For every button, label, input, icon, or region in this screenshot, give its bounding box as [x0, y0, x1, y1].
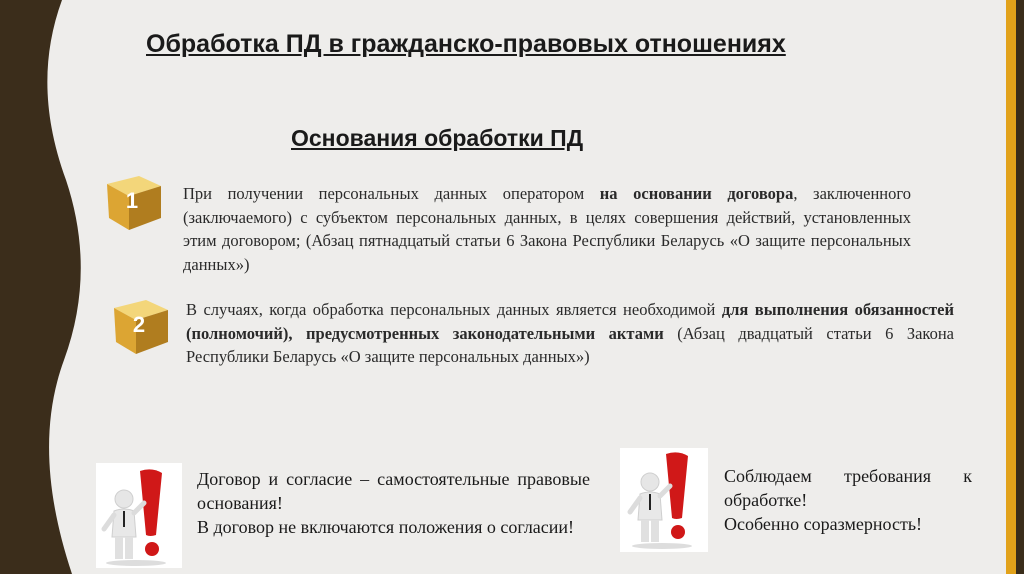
note-2-line-2: Особенно соразмерность!: [724, 514, 923, 534]
number-cube-1: [103, 168, 167, 232]
note-2: [724, 464, 972, 536]
note-1-line-2: В договор не включаются положения о согласии!: [197, 517, 575, 537]
cube-number-1: 1: [125, 188, 139, 213]
person-exclamation-icon: [96, 463, 182, 568]
cube-number-2: 2: [132, 312, 146, 337]
basis-text-2-bold: для выполнения обязанностей (полномочий), предусмотренных законодательными актами: [186, 300, 954, 343]
basis-text-1-end: , заключенного (заключаемого) с субъектом персональных данных, в целях совершения действий, установленных этим договором; (Абзац пятнадцатый статьи 6 Закона Республики Беларусь «О защите персональных данных»): [183, 184, 911, 274]
note-1: [197, 467, 590, 539]
left-decorative-band: [0, 0, 90, 574]
number-cube-2: [110, 292, 174, 356]
basis-paragraph-1: [183, 182, 911, 276]
basis-text-1-bold: на основании договора: [599, 184, 794, 203]
person-exclamation-image-2: [620, 448, 708, 552]
slide-title: Обработка ПД в гражданско-правовых отношениях: [146, 30, 786, 58]
note-2-line-1: Соблюдаем требования к обработке!: [724, 466, 972, 510]
right-gold-stripe: [1006, 0, 1016, 574]
basis-text-2-start: В случаях, когда обработка персональных данных является необходимой: [186, 300, 722, 319]
slide-subtitle: Основания обработки ПД: [291, 125, 584, 151]
person-exclamation-icon: [620, 448, 708, 552]
basis-text-1-start: При получении персональных данных оператором: [183, 184, 600, 203]
basis-text-2-end: (Абзац двадцатый статьи 6 Закона Республики Беларусь «О защите персональных данных»): [186, 323, 954, 366]
note-1-line-1: Договор и согласие – самостоятельные правовые основания!: [197, 469, 590, 513]
basis-paragraph-2: [186, 298, 954, 369]
right-decorative-stripe: [1006, 0, 1024, 574]
person-exclamation-image-1: [96, 463, 182, 568]
